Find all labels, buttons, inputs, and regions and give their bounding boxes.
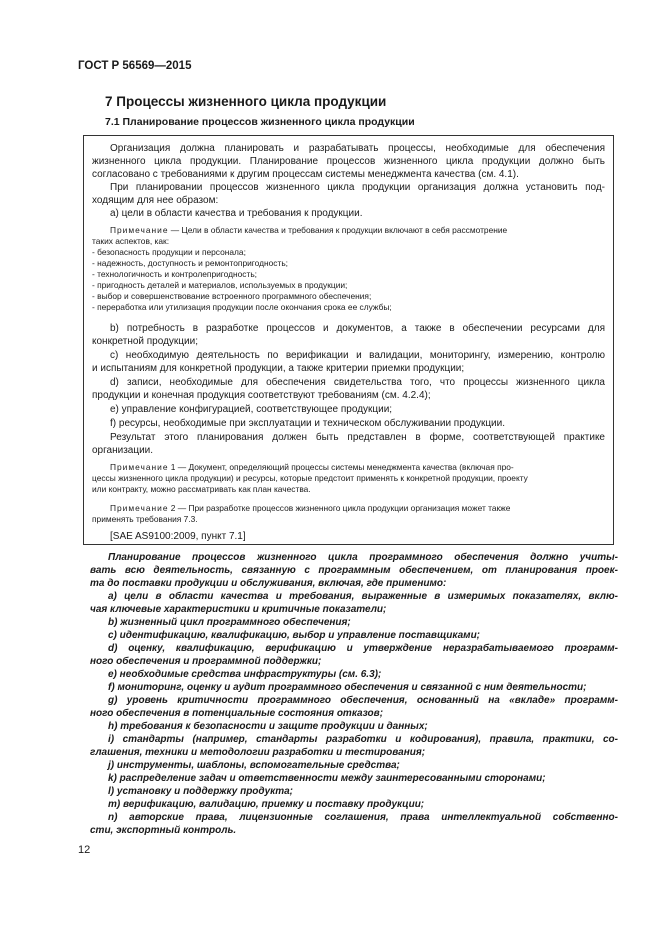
body-line: d) оценку, квалификацию, верификацию и утверждение неразрабатываемого программ- [108,643,618,654]
box-line: d) записи, необходимые для обеспечения свидетельства того, что процессы жизненного цикла [110,377,605,388]
body-line: вать всю деятельность, связанную с программным обеспечением, от планирования проек- [90,565,618,576]
note-text: — Цели в области качества и требования к продукции включают в себя рассмотрение [168,225,508,235]
body-line: ного обеспечения в потенциальные состояния отказов; [90,708,384,719]
body-line: e) необходимые средства инфраструктуры (см. 6.3); [108,669,382,680]
body-line: i) стандарты (например, стандарты разработки и кодирования), правила, практики, со- [108,734,618,745]
box-line: и испытаниям для конкретной продукции, а также критерии приемки продукции; [92,363,465,374]
body-line: n) авторские права, лицензионные соглашения, права интеллектуальной собственно- [108,812,618,823]
body-line: k) распределение задач и ответственности между заинтересованными сторонами; [108,773,546,784]
note-list-item: - переработка или утилизация продукции после окончания срока ее службы; [92,302,392,312]
note-2-label: Примечание [110,503,169,513]
note-1-text: 1 — Документ, определяющий процессы системы менеджмента качества (включая про- [168,462,514,472]
note-heading [92,225,605,236]
body-line: h) требования к безопасности и защите продукции и данных; [108,721,428,732]
source-reference: [SAE AS9100:2009, пункт 7.1] [110,531,246,542]
box-line: продукции и конечная продукция соответствуют требованиям (см. 4.2.4); [92,390,431,401]
note-2-text: 2 — При разработке процессов жизненного цикла продукции организация может также [168,503,511,513]
body-line: m) верификацию, валидацию, приемку и поставку продукции; [108,799,425,810]
subsection-title: 7.1 Планирование процессов жизненного цикла продукции [105,116,415,128]
body-line: l) установку и поддержку продукта; [108,786,293,797]
note-2-heading [92,503,605,514]
body-line: j) инструменты, шаблоны, вспомогательные средства; [108,760,400,771]
note-1-line: или контракту, можно рассматривать как план качества. [92,484,311,494]
note-list-item: - безопасность продукции и персонала; [92,247,246,257]
note-list-item: - надежность, доступность и ремонтопригодность; [92,258,289,268]
note-list-item: - технологичность и контролепригодность; [92,269,258,279]
body-line: глашения, техники и методологии разработки и тестирования; [90,747,426,758]
quoted-requirements-box [83,135,614,545]
box-line: е) управление конфигурацией, соответствующее продукции; [110,404,393,415]
body-line: та до поставки продукции и обслуживания, включая, где применимо: [90,578,447,589]
body-line: b) жизненный цикл программного обеспечения; [108,617,351,628]
box-line: согласовано с требованиями к другим процессам системы менеджмента качества (см. 4.1). [92,169,519,180]
box-line: жизненного цикла продукции. Планирование процессов жизненного цикла продукции должно быть [92,156,605,167]
note-line: таких аспектов, как: [92,236,170,246]
document-header: ГОСТ Р 56569—2015 [78,60,192,72]
note-label: Примечание [110,225,169,235]
note-list-item: - пригодность деталей и материалов, используемых в продукции; [92,280,348,290]
box-line: Результат этого планирования должен быть представлен в форме, соответствующей практике [110,432,605,443]
note-list-item: - выбор и совершенствование встроенного программного обеспечения; [92,291,372,301]
box-line: При планировании процессов жизненного цикла продукции организация должна установить под- [110,182,605,193]
note-1-label: Примечание [110,462,169,472]
box-line: b) потребность в разработке процессов и документов, а также в обеспечении ресурсами для [110,323,605,334]
page-number: 12 [78,844,91,856]
note-1-heading [92,462,605,473]
body-line: f) мониторинг, оценку и аудит программного обеспечения и связанной с ним деятельности; [108,682,587,693]
note-2-line: применять требования 7.3. [92,514,198,524]
box-line: организации. [92,445,154,456]
box-line: конкретной продукции; [92,336,198,347]
section-title: 7 Процессы жизненного цикла продукции [105,94,387,109]
body-line: чая ключевые характеристики и критичные показатели; [90,604,387,615]
body-line: ного обеспечения и программной поддержки; [90,656,322,667]
box-line: Организация должна планировать и разрабатывать процессы, необходимые для обеспечения [110,143,605,154]
box-line: c) необходимую деятельность по верификации и валидации, мониторингу, измерению, контролю [110,350,605,361]
body-line: c) идентификацию, квалификацию, выбор и управление поставщиками; [108,630,481,641]
box-line: а) цели в области качества и требования к продукции. [110,208,363,219]
box-line: f) ресурсы, необходимые при эксплуатации и техническом обслуживании продукции. [110,418,506,429]
body-line: g) уровень критичности программного обеспечения, основанный на «вкладе» программ- [108,695,618,706]
note-1-line: цессы жизненного цикла продукции) и ресурсы, которые предстоит применять к конкретной продукции, проекту [92,473,528,483]
body-line: Планирование процессов жизненного цикла программного обеспечения должно учиты- [108,552,618,563]
body-line: сти, экспортный контроль. [90,825,237,836]
body-line: a) цели в области качества и требования, выраженные в измеримых показателях, вклю- [108,591,618,602]
box-line: ходящим для нее образом: [92,195,219,206]
